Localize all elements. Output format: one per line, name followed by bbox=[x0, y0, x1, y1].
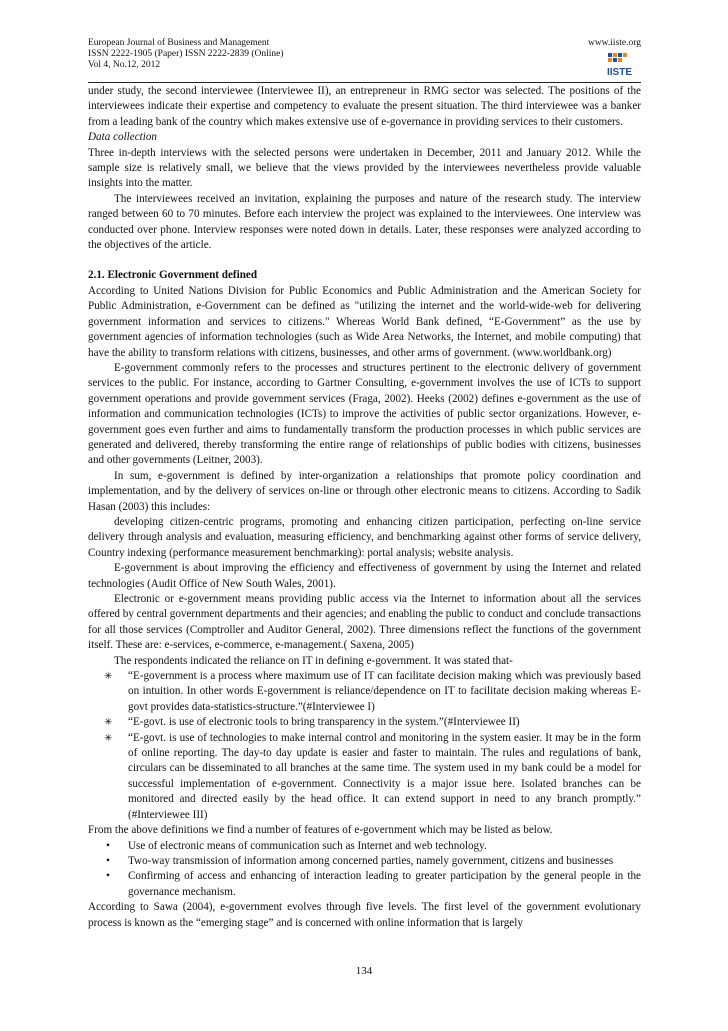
feature-text: Use of electronic means of communication such as Internet and web technology. bbox=[128, 839, 487, 852]
paragraph: The interviewees received an invitation, explaining the purposes and nature of the research study. The interview ranged between 60 to 70 minutes. Before each interview the project was explained to the interviewees. One interview was conducted over phone. Interview responses were noted down in details. Later, these responses were analyzed according to the objectives of the article. bbox=[88, 192, 641, 252]
section-heading: 2.1. Electronic Government defined bbox=[88, 269, 258, 282]
list-item bbox=[88, 669, 641, 715]
paragraph: The respondents indicated the reliance on IT in defining e-government. It was stated that- bbox=[114, 654, 513, 667]
bullet-icon: • bbox=[106, 854, 110, 867]
paragraph: developing citizen-centric programs, promoting and enhancing citizen participation, perfecting on-line service delivery through analysis and evaluation, measuring efficiency, and benchmarking against other forms of service delivery, Country indexing (performance measurement benchmarking): portal analysis; website analysis. bbox=[88, 515, 641, 559]
asterisk-bullet-icon: ✳ bbox=[104, 717, 113, 729]
feature-text: Two-way transmission of information among concerned parties, namely government, citizens and businesses bbox=[128, 854, 614, 867]
interview-quotes bbox=[88, 669, 641, 823]
feature-text: Confirming of access and enhancing of interaction leading to greater participation by the general people in the governance mechanism. bbox=[128, 870, 641, 898]
iiste-logo-icon bbox=[605, 50, 641, 78]
list-item bbox=[88, 839, 641, 854]
list-item bbox=[88, 869, 641, 900]
paragraph: According to Sawa (2004), e-government evolves through five levels. The first level of the government evolutionary process is known as the “emerging stage” and is concerned with online information that is largely bbox=[88, 901, 641, 929]
list-item bbox=[88, 715, 641, 730]
bullet-icon: • bbox=[106, 839, 110, 852]
running-header bbox=[88, 38, 641, 82]
journal-volume: Vol 4, No.12, 2012 bbox=[88, 59, 161, 70]
quote-text: “E-govt. is use of technologies to make internal control and monitoring in the system easier. It may be in the form of online reporting. The day-to day update is easier and faster to maintain. The rules and regulations of bank, circulars can be disseminated to all branches at the same time. The system used in my bank could be a model for successful implementation of e-government. Connectivity is a major issue here. Isolated branches can be monitored and directed easily by the head office. It can extend support in need to any branch promptly.” (#Interviewee III) bbox=[128, 731, 641, 821]
list-item bbox=[88, 854, 641, 869]
journal-name: European Journal of Business and Management bbox=[88, 38, 270, 48]
quote-text: “E-government is a process where maximum use of IT can facilitate decision making which was previously based on intuition. In other words E-government is reliance/dependence on IT to facilitate decision making whereas E-govt provides data-statistics-structure.”(#Interviewee I) bbox=[128, 670, 641, 713]
feature-list bbox=[88, 839, 641, 901]
journal-url[interactable]: www.iiste.org bbox=[587, 38, 641, 48]
paragraph: From the above definitions we find a number of features of e-government which may be listed as below. bbox=[88, 824, 553, 837]
paragraph: under study, the second interviewee (Interviewee II), an entrepreneur in RMG sector was selected. The positions of the interviewees indicate their expertise and competency to evaluate the present situation. The third interviewee was a banker from a leading bank of the country which makes extensive use of e-governance in providing services to their customers. bbox=[88, 85, 641, 128]
journal-info bbox=[88, 38, 641, 70]
paragraph: E-government commonly refers to the processes and structures pertinent to the electronic delivery of government services to the public. For instance, according to Gartner Consulting, e-government involves the use of ICTs to support government operations and provide government services (Fraga, 2002). Heeks (2002) defines e-government as the use of information and communication technologies (ICTs) to improve the activities of public sector organizations. However, e-government goes even further and aims to fundamentally transform the production processes in which public services are generated and delivered, thereby transforming the entire range of relationships of public bodies with citizens, businesses and other governments (Leitner, 2003). bbox=[88, 361, 641, 467]
paragraph: In sum, e-government is defined by inter-organization a relationships that promote policy coordination and implementation, and by the delivery of services on-line or through other electronic means to citizens. According to Sadik Hasan (2003) this includes: bbox=[88, 469, 641, 513]
article-body bbox=[88, 84, 641, 931]
paragraph: Electronic or e-government means providing public access via the Internet to information about all the services offered by central government departments and their agencies; and enabling the public to conduct and conclude transactions for all those services (Comptroller and Auditor General, 2002). Three dimensions reflect the functions of the government itself. These are: e-services, e-commerce, e-management.( Saxena, 2005) bbox=[88, 593, 641, 652]
page-number: 134 bbox=[355, 965, 373, 977]
asterisk-bullet-icon: ✳ bbox=[104, 732, 113, 744]
list-item bbox=[88, 731, 641, 823]
paragraph: According to United Nations Division for Public Economics and Public Administration and the American Society for Public Administration, e-Government can be defined as "utilizing the internet and the world-wide-web for delivering government information and services to citizens." Whereas World Bank defined, “E-Government” as the use by government agencies of information technologies (such as Wide Area Networks, the Internet, and mobile computing) that have the ability to transform relations with citizens, businesses, and other arms of government. (www.worldbank.org) bbox=[88, 284, 641, 359]
svg-text:IISTE: IISTE bbox=[607, 67, 633, 78]
asterisk-bullet-icon: ✳ bbox=[104, 671, 113, 683]
journal-issn: ISSN 2222-1905 (Paper) ISSN 2222-2839 (Online) bbox=[88, 48, 284, 59]
paragraph: E-government is about improving the efficiency and effectiveness of government by using the Internet and related technologies (Audit Office of New South Wales, 2001). bbox=[88, 562, 641, 590]
bullet-icon: • bbox=[106, 870, 110, 883]
header-rule bbox=[88, 82, 641, 83]
paragraph: Three in-depth interviews with the selected persons were undertaken in December, 2011 and January 2012. While the sample size is relatively small, we believe that the views provided by the interviewees nevertheless provide valuable insights into the matter. bbox=[88, 146, 641, 190]
quote-text: “E-govt. is use of electronic tools to bring transparency in the system.”(#Interviewee II) bbox=[128, 716, 520, 729]
subheading-data-collection: Data collection bbox=[88, 131, 157, 144]
